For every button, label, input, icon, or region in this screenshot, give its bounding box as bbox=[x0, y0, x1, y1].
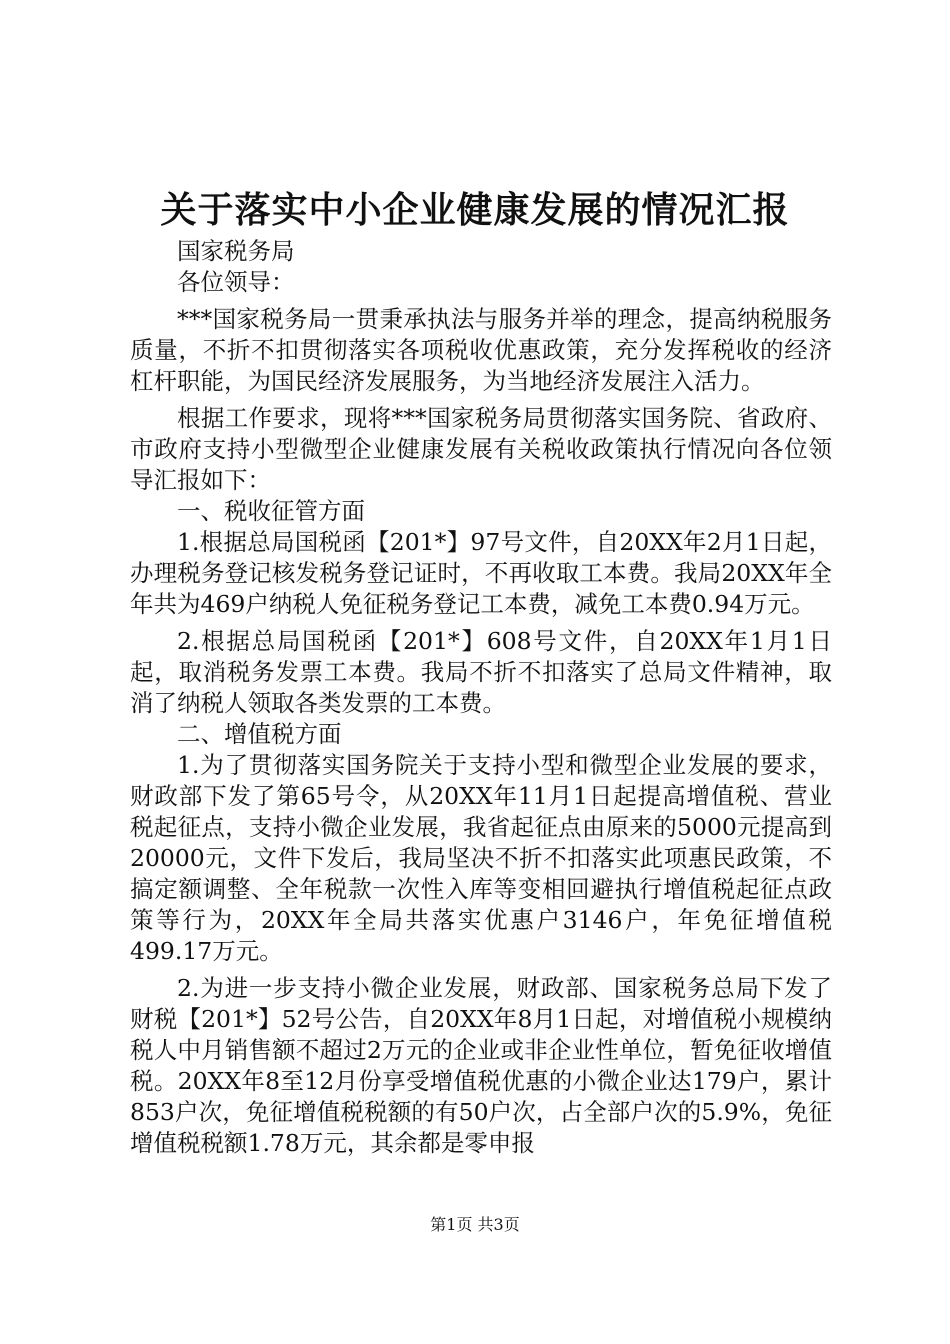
paragraph-item-2-1: 1.为了贯彻落实国务院关于支持小型和微型企业发展的要求，财政部下发了第65号令，从20XX年11月1日起提高增值税、营业税起征点，支持小微企业发展，我省起征点由原来的5000元提高到20000元，文件下发后，我局坚决不折不扣落实此项惠民政策，不搞定额调整、全年税款一次性入库等变相回避执行增值税起征点政策等行为，20XX年全局共落实优惠户3146户，年免征增值税499.17万元。 bbox=[130, 751, 832, 965]
paragraph-item-1-2: 2.根据总局国税函【201*】608号文件，自20XX年1月1日起，取消税务发票工本费。我局不折不扣落实了总局文件精神，取消了纳税人领取各类发票的工本费。 bbox=[130, 627, 832, 717]
page-footer: 第1页 共3页 bbox=[430, 1215, 520, 1234]
document-body bbox=[130, 236, 832, 1159]
section-heading-tax-collection: 一、税收征管方面 bbox=[177, 497, 365, 525]
document-title: 关于落实中小企业健康发展的情况汇报 bbox=[160, 189, 790, 231]
paragraph-intro: ***国家税务局一贯秉承执法与服务并举的理念，提高纳税服务质量，不折不扣贯彻落实各项税收优惠政策，充分发挥税收的经济杠杆职能，为国民经济发展服务，为当地经济发展注入活力。 bbox=[130, 305, 832, 395]
paragraph-purpose: 根据工作要求，现将***国家税务局贯彻落实国务院、省政府、市政府支持小型微型企业健康发展有关税收政策执行情况向各位领导汇报如下： bbox=[130, 404, 832, 494]
paragraph-issuer: 国家税务局 bbox=[177, 237, 295, 265]
paragraph-item-1-1: 1.根据总局国税函【201*】97号文件，自20XX年2月1日起，办理税务登记核发税务登记证时，不再收取工本费。我局20XX年全年共为469户纳税人免征税务登记工本费，减免工本费0.94万元。 bbox=[130, 528, 832, 618]
paragraph-salutation: 各位领导： bbox=[177, 268, 295, 296]
section-heading-vat: 二、增值税方面 bbox=[177, 720, 342, 748]
paragraph-item-2-2: 2.为进一步支持小微企业发展，财政部、国家税务总局下发了财税【201*】52号公告，自20XX年8月1日起，对增值税小规模纳税人中月销售额不超过2万元的企业或非企业性单位，暂免征收增值税。20XX年8至12月份享受增值税优惠的小微企业达179户，累计853户次，免征增值税税额的有50户次，占全部户次的5.9%，免征增值税税额1.78万元，其余都是零申报 bbox=[130, 974, 832, 1157]
